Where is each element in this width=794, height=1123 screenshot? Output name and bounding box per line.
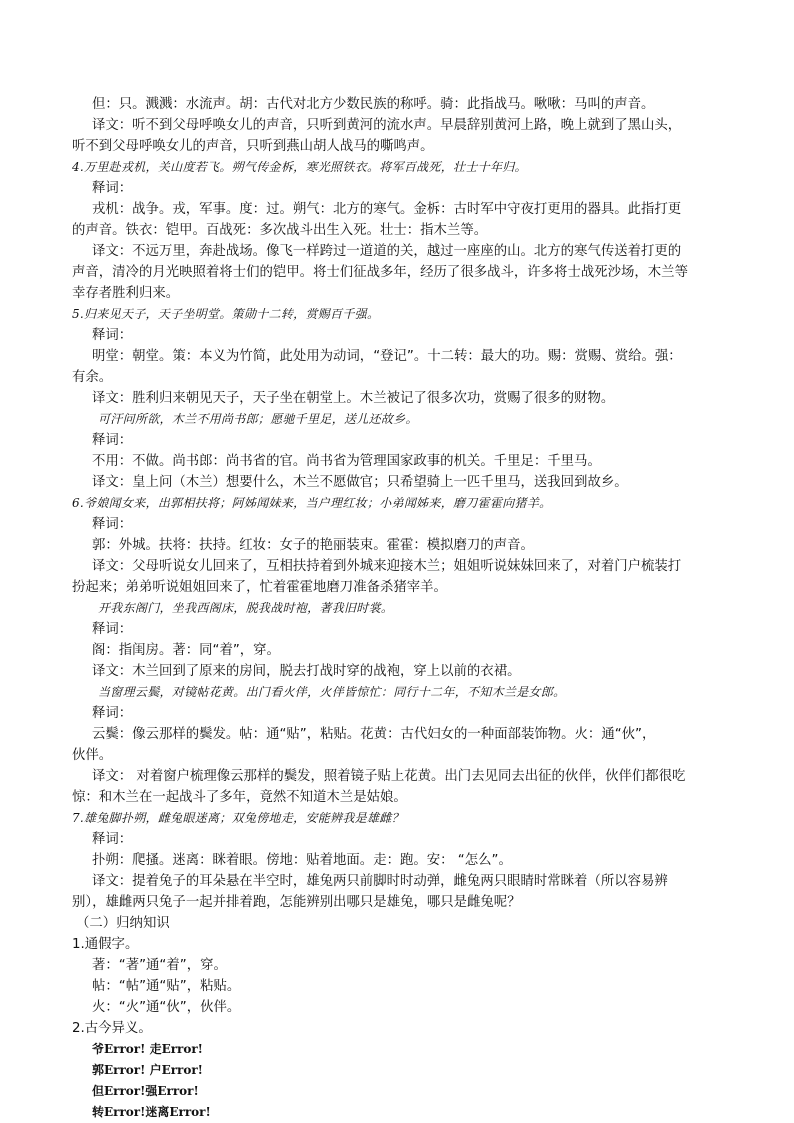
text-line: 幸存者胜利归来。	[72, 286, 180, 301]
text-line: 释词：	[92, 181, 133, 196]
text-line: 帖：“帖”通“贴”，粘贴。	[92, 979, 241, 994]
text-line: 释词：	[92, 832, 133, 847]
text-line: 扑朔：爬搔。迷离：眯着眼。傍地：贴着地面。走：跑。安： “怎么”。	[92, 853, 512, 868]
text-line: 郭：外城。扶将：扶持。红妆：女子的艳丽装束。霍霍：模拟磨刀的声音。	[92, 538, 534, 553]
text-line: 译文：听不到父母呼唤女儿的声音，只听到黄河的流水声。早晨辞别黄河上路，晚上就到了黑山头，	[92, 118, 682, 133]
text-line: 戎机：战争。戎，军事。度：过。朔气：北方的寒气。金柝：古时军中守夜打更用的器具。此指打更	[92, 202, 682, 217]
text-line: 惊：和木兰在一起战斗了多年，竟然不知道木兰是姑娘。	[72, 790, 407, 805]
text-line: 明堂：朝堂。策：本义为竹简，此处用为动词，“登记”。十二转：最大的功。赐：赏赐、赏给。强：	[92, 349, 682, 364]
text-line: 郭Error! 户Error!	[92, 1063, 203, 1077]
poem-line: 当窗理云鬓，对镜帖花黄。出门看火伴，火伴皆惊忙：同行十二年，不知木兰是女郎。	[98, 685, 566, 699]
poem-line: 可汗问所欲，木兰不用尚书郎；愿驰千里足，送儿还故乡。	[98, 412, 418, 426]
text-line: 著：“著”通“着”，穿。	[92, 958, 227, 973]
poem-line: 开我东阁门，坐我西阁床，脱我战时袍，著我旧时裳。	[98, 601, 394, 615]
text-line: 释词：	[92, 706, 133, 721]
poem-line: 5.归来见天子，天子坐明堂。策勋十二转，赏赐百千强。	[72, 307, 380, 321]
text-line: 阁：指闺房。著：同“着”，穿。	[92, 643, 280, 658]
text-line: 但Error!强Error!	[92, 1084, 199, 1098]
subheading: 2.古今异义。	[72, 1021, 152, 1036]
text-line: 扮起来；弟弟听说姐姐回来了，忙着霍霍地磨刀准备杀猪宰羊。	[72, 580, 447, 595]
text-line: 释词：	[92, 328, 133, 343]
text-line: 有余。	[72, 370, 113, 385]
text-line: 释词：	[92, 433, 133, 448]
poem-line: 4.万里赴戎机，关山度若飞。朔气传金柝，寒光照铁衣。将军百战死，壮士十年归。	[72, 160, 527, 174]
text-line: 译文：父母听说女儿回来了，互相扶持着到外城来迎接木兰；姐姐听说妹妹回来了，对着门户梳装打	[92, 559, 682, 574]
text-line: 转Error!迷离Error!	[92, 1105, 211, 1119]
text-line: 的声音。铁衣：铠甲。百战死：多次战斗出生入死。壮士：指木兰等。	[72, 223, 488, 238]
text-line: 火：“火”通“伙”，伙伴。	[92, 1000, 241, 1015]
section-heading: （二）归纳知识	[76, 916, 170, 931]
text-line: 译文：提着兔子的耳朵悬在半空时，雄兔两只前脚时时动弹，雌兔两只眼睛时常眯着（所以容易辨	[92, 874, 668, 889]
text-line: 但：只。溅溅：水流声。胡：古代对北方少数民族的称呼。骑：此指战马。啾啾：马叫的声音。	[92, 97, 655, 112]
text-line: 译文： 对着窗户梳理像云那样的鬓发，照着镜子贴上花黄。出门去见同去出征的伙伴，伙伴们都很吃	[92, 769, 686, 784]
subheading: 1.通假字。	[72, 937, 139, 952]
text-line: 译文：皇上问（木兰）想要什么，木兰不愿做官；只希望骑上一匹千里马，送我回到故乡。	[92, 475, 628, 490]
text-line: 译文：木兰回到了原来的房间，脱去打战时穿的战袍，穿上以前的衣裙。	[92, 664, 521, 679]
text-line: 不用：不做。尚书郎：尚书省的官。尚书省为管理国家政事的机关。千里足：千里马。	[92, 454, 601, 469]
text-line: 释词：	[92, 517, 133, 532]
poem-line: 6.爷娘闻女来，出郭相扶将；阿姊闻妹来，当户理红妆；小弟闻姊来，磨刀霍霍向猪羊。	[72, 496, 552, 510]
text-line: 云鬓：像云那样的鬓发。帖：通“贴”，粘贴。花黄：古代妇女的一种面部装饰物。火：通“伙”，	[92, 727, 656, 742]
text-line: 释词：	[92, 622, 133, 637]
text-line: 别），雄雌两只兔子一起并排着跑，怎能辨别出哪只是雄兔，哪只是雌兔呢？	[72, 895, 521, 910]
text-line: 声音，清冷的月光映照着将士们的铠甲。将士们征战多年，经历了很多战斗，许多将士战死沙场，木兰等	[72, 265, 688, 280]
text-line: 听不到父母呼唤女儿的声音，只听到燕山胡人战马的嘶鸣声。	[72, 139, 434, 154]
text-line: 爷Error! 走Error!	[92, 1042, 203, 1056]
text-line: 译文：胜利归来朝见天子，天子坐在朝堂上。木兰被记了很多次功，赏赐了很多的财物。	[92, 391, 615, 406]
poem-line: 7.雄兔脚扑朔，雌兔眼迷离；双兔傍地走，安能辨我是雄雌？	[72, 811, 404, 825]
text-line: 译文：不远万里，奔赴战场。像飞一样跨过一道道的关，越过一座座的山。北方的寒气传送着打更的	[92, 244, 682, 259]
text-line: 伙伴。	[72, 748, 113, 763]
